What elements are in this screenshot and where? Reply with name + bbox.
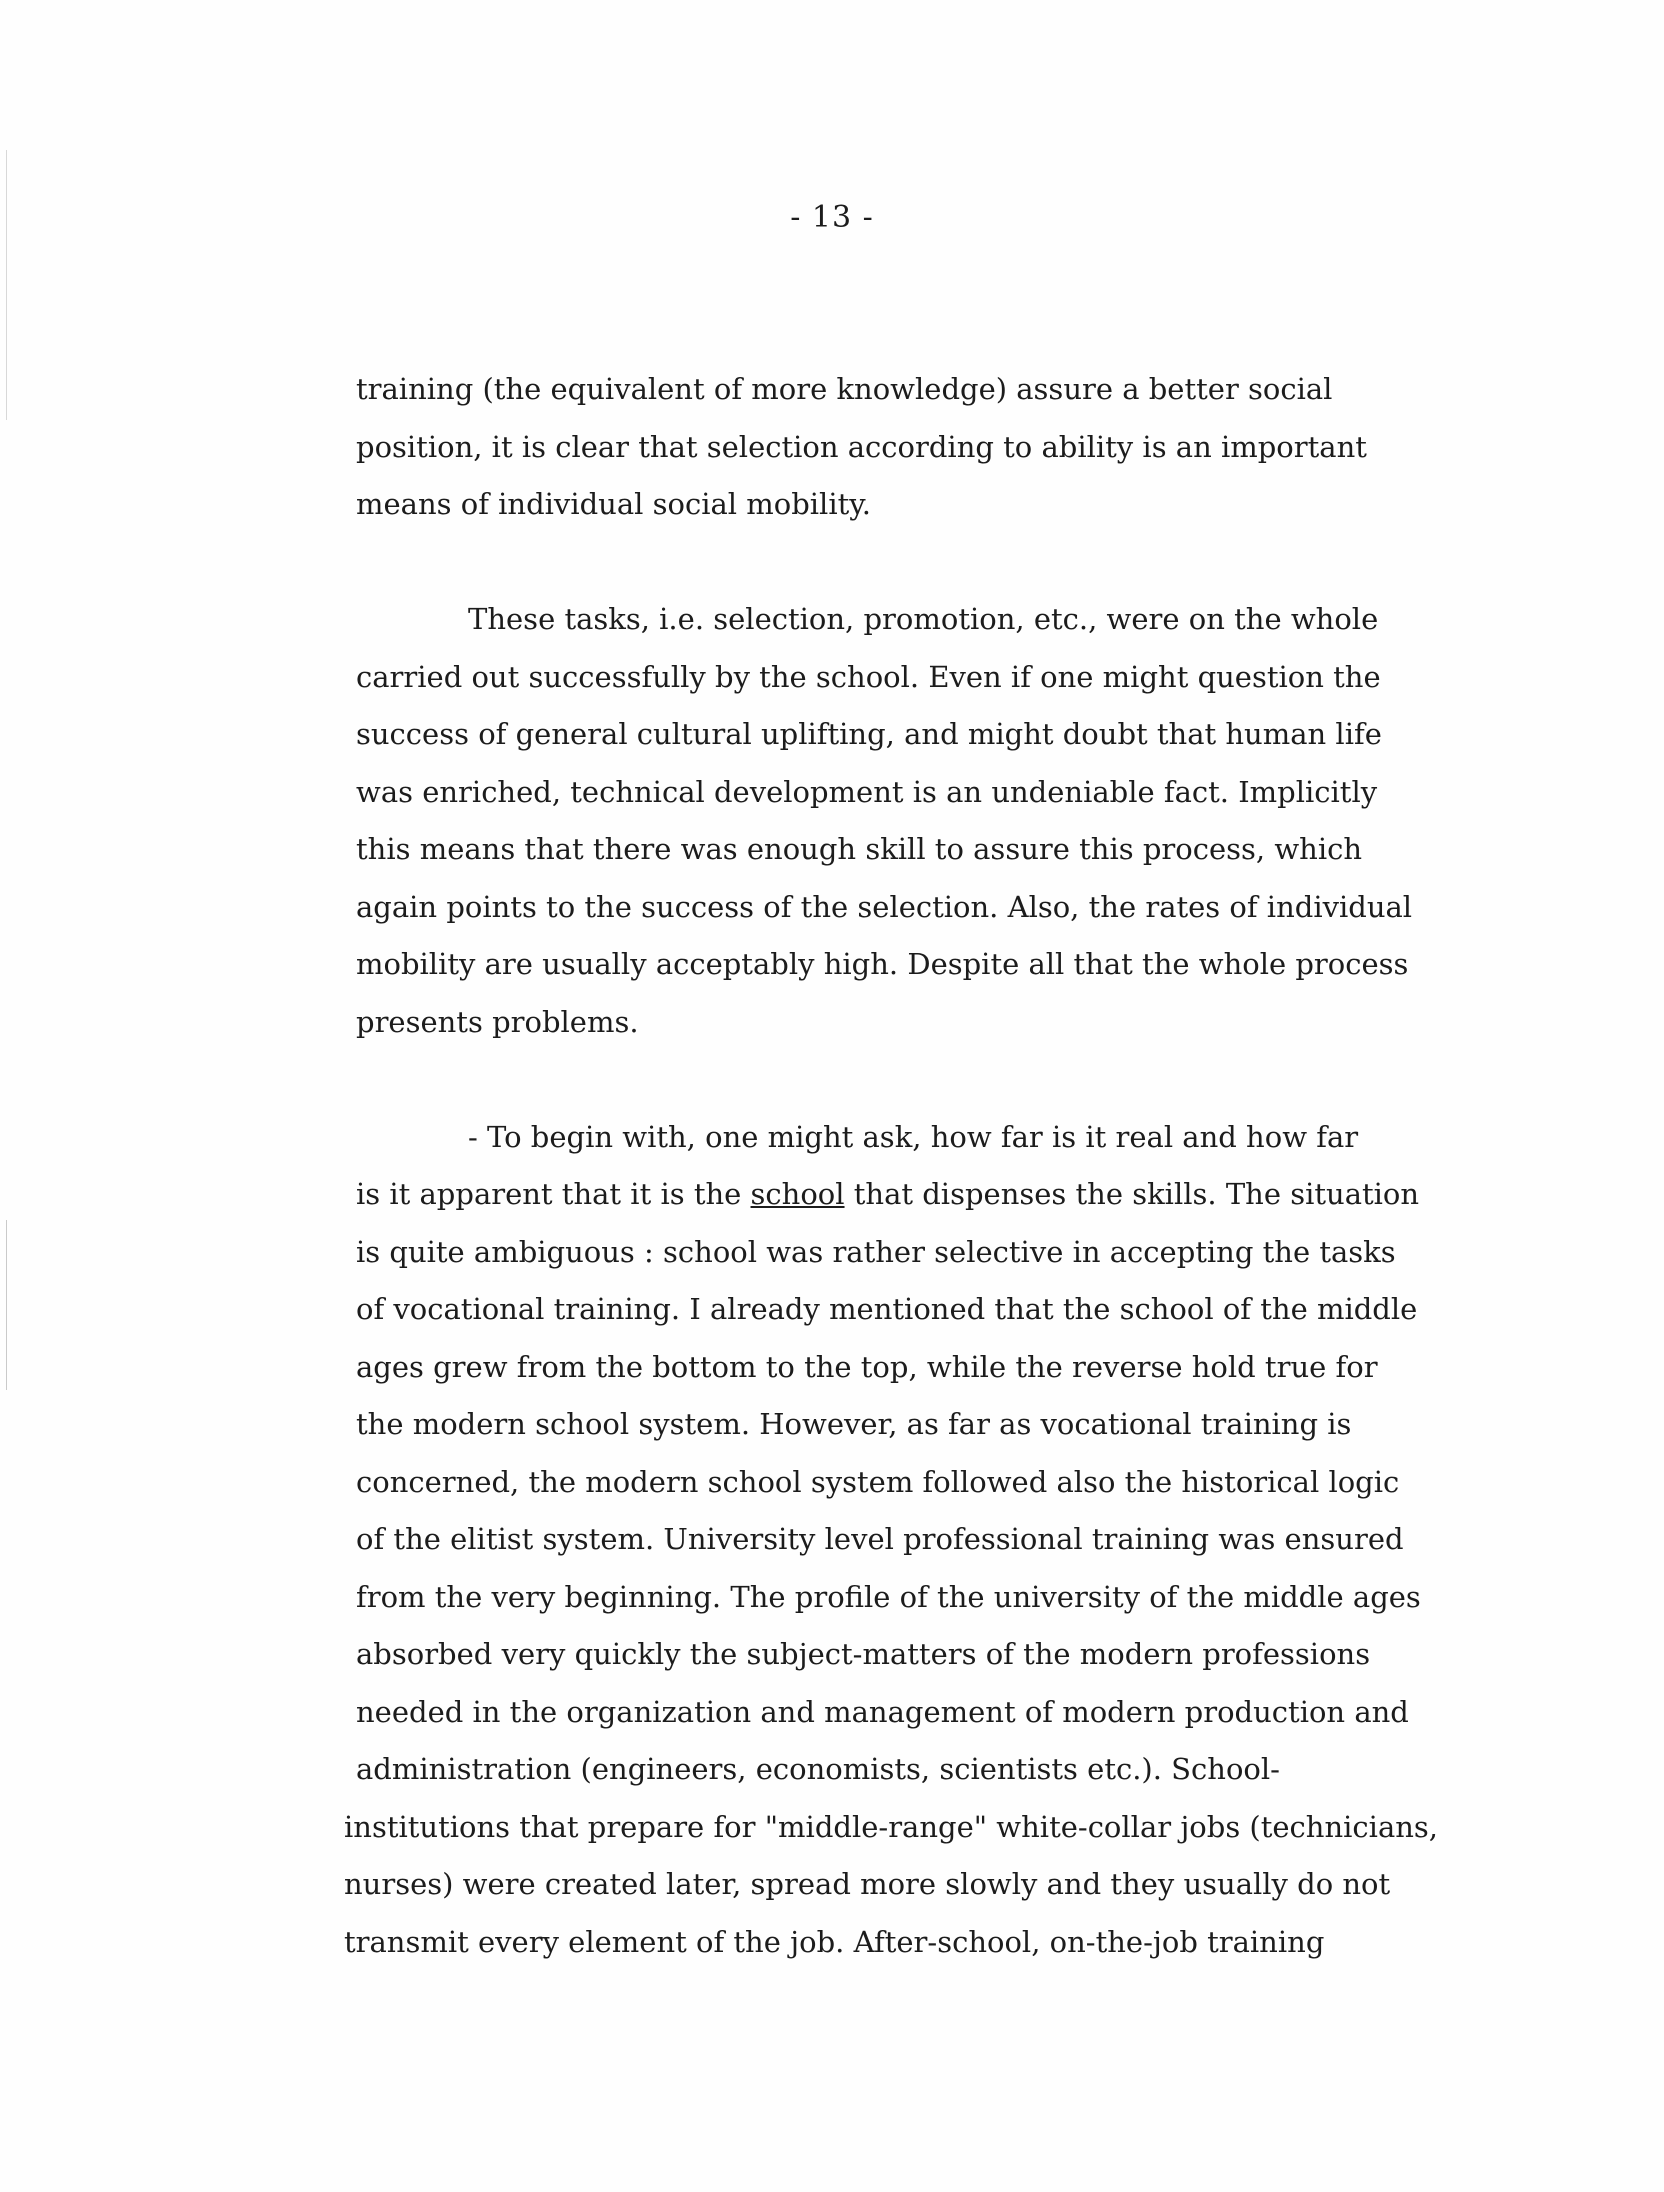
text-line: mobility are usually acceptably high. Despite all that the whole process	[356, 947, 1409, 981]
text-line: the modern school system. However, as far as vocational training is	[356, 1407, 1352, 1441]
text-line: presents problems.	[356, 1004, 639, 1039]
text-line: success of general cultural uplifting, and might doubt that human life	[356, 717, 1382, 751]
text-line: of the elitist system. University level professional training was ensured	[356, 1522, 1404, 1556]
text-line: absorbed very quickly the subject-matters of the modern professions	[356, 1637, 1371, 1671]
text-line: institutions that prepare for "middle-range" white-collar jobs (technicians,	[344, 1809, 1439, 1844]
text-run: that dispenses the skills. The situation	[844, 1177, 1420, 1211]
paragraph-2	[356, 591, 1456, 1051]
paragraph-1	[356, 361, 1456, 534]
text-line: carried out successfully by the school. Even if one might question the	[356, 659, 1381, 694]
underlined-word: school	[750, 1177, 845, 1211]
text-line: ages grew from the bottom to the top, while the reverse hold true for	[356, 1349, 1378, 1384]
text-line: nurses) were created later, spread more slowly and they usually do not	[344, 1867, 1391, 1901]
paragraph-3	[344, 1109, 1456, 1972]
scan-edge-mark	[6, 1220, 7, 1390]
text-line: is quite ambiguous : school was rather selective in accepting the tasks	[356, 1234, 1396, 1269]
text-line: means of individual social mobility.	[356, 487, 872, 521]
text-line: concerned, the modern school system followed also the historical logic	[356, 1464, 1400, 1499]
text-line	[356, 1166, 1456, 1224]
text-line: - To begin with, one might ask, how far is it real and how far	[468, 1119, 1359, 1154]
body-text	[344, 361, 1456, 2029]
text-run: is it apparent that it is the	[356, 1177, 751, 1211]
text-line: of vocational training. I already mentioned that the school of the middle	[356, 1292, 1418, 1326]
text-line: transmit every element of the job. After-school, on-the-job training	[344, 1924, 1325, 1959]
text-line: this means that there was enough skill to assure this process, which	[356, 832, 1363, 866]
text-line: was enriched, technical development is an undeniable fact. Implicitly	[356, 774, 1378, 809]
text-line: administration (engineers, economists, scientists etc.). School-	[356, 1752, 1280, 1786]
text-line: training (the equivalent of more knowledge) assure a better social	[356, 372, 1333, 406]
text-line: needed in the organization and management of modern production and	[356, 1694, 1409, 1729]
scan-edge-mark	[6, 150, 7, 420]
text-line: again points to the success of the selection. Also, the rates of individual	[356, 889, 1413, 924]
text-line: position, it is clear that selection according to ability is an important	[356, 429, 1367, 464]
page-number: - 13 -	[790, 200, 874, 235]
text-line: These tasks, i.e. selection, promotion, etc., were on the whole	[468, 602, 1379, 636]
text-line: from the very beginning. The profile of the university of the middle ages	[356, 1579, 1421, 1614]
